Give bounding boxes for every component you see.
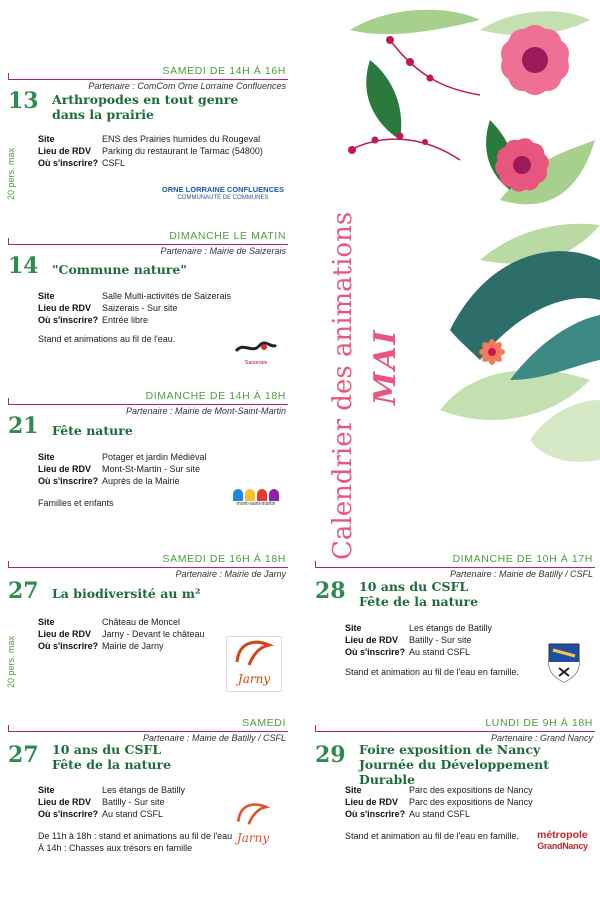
- logo-text: Jarny: [237, 672, 271, 686]
- rdv-value: Parc des expositions de Nancy: [409, 797, 533, 807]
- leaf-shape: [510, 315, 600, 380]
- event-day: 29: [315, 742, 346, 768]
- wave-icon: [234, 341, 278, 355]
- event-21-fete-nature: [8, 385, 288, 525]
- site-value: ENS des Prairies humides du Rougeval: [102, 134, 261, 144]
- event-partner: Partenaire : Mairie de Batilly / CSFL: [449, 569, 593, 579]
- event-day: 21: [8, 413, 39, 439]
- berry-dot: [372, 137, 379, 144]
- inscription-value: CSFL: [102, 158, 126, 168]
- divider-tick: [8, 73, 9, 80]
- event-header: [8, 712, 288, 732]
- divider-tick: [8, 725, 9, 732]
- event-header: [8, 60, 288, 80]
- jarny-logo: [228, 800, 278, 846]
- rdv-value: Parking du restaurant le Tarmac (54800): [102, 146, 263, 156]
- event-note: De 11h à 18h : stand et animations au fil de l'eau: [38, 831, 233, 841]
- event-partner: Partenaire : Mairie de Saizerais: [160, 246, 286, 256]
- orange-flower: [479, 339, 505, 365]
- event-header: [8, 225, 288, 245]
- rdv-label: Lieu de RDV: [38, 629, 92, 639]
- vertical-title: Calendrier des animations: [328, 211, 358, 560]
- site-label: Site: [38, 134, 55, 144]
- site-label: Site: [345, 623, 362, 633]
- divider: [8, 244, 288, 245]
- event-header: [8, 385, 288, 405]
- inscription-label: Où s'inscrire?: [38, 809, 99, 819]
- inscription-value: Au stand CSFL: [409, 809, 471, 819]
- mont-saint-martin-logo: [230, 489, 282, 507]
- event-title-line-2: Fête de la nature: [52, 757, 172, 772]
- jarny-logo: [226, 636, 282, 692]
- event-info: [38, 133, 263, 169]
- divider: [315, 567, 595, 568]
- divider-tick: [315, 725, 316, 732]
- inscription-label: Où s'inscrire?: [38, 158, 99, 168]
- inscription-label: Où s'inscrire?: [38, 315, 99, 325]
- inscription-label: Où s'inscrire?: [345, 809, 406, 819]
- event-when: DIMANCHE DE 10H À 17H: [452, 553, 593, 565]
- logo-block: [233, 489, 243, 501]
- event-title: 10 ans du CSFL: [52, 742, 162, 757]
- orne-lorraine-logo: [162, 185, 284, 203]
- event-info: [345, 622, 492, 658]
- event-note: Stand et animation au fil de l'eau en famille.: [345, 667, 519, 677]
- event-when: SAMEDI: [242, 717, 286, 729]
- event-13-arthropodes: [8, 60, 288, 210]
- rdv-label: Lieu de RDV: [345, 635, 399, 645]
- berry-dot: [427, 75, 434, 82]
- vertical-title-block: [328, 212, 358, 560]
- capacity-label: 20 pers. max: [6, 147, 16, 200]
- logo-block: [269, 489, 279, 501]
- rdv-value: Saizerais - Sur site: [102, 303, 178, 313]
- event-info: [38, 290, 231, 326]
- event-14-commune-nature: [8, 225, 288, 370]
- site-value: Potager et jardin Médiéval: [102, 452, 207, 462]
- event-28-csfl: [315, 548, 595, 698]
- metropole-grand-nancy-logo: [537, 830, 588, 852]
- event-29-foire-nancy: [315, 712, 595, 862]
- site-value: Salle Multi-activités de Saizerais: [102, 291, 232, 301]
- event-note: Stand et animations au fil de l'eau.: [38, 334, 176, 344]
- rdv-value: Batilly - Sur site: [102, 797, 165, 807]
- rdv-value: Jarny - Devant le château: [102, 629, 205, 639]
- berry-dot: [386, 36, 394, 44]
- event-info: [38, 616, 205, 652]
- event-partner: Partenaire : Mairie de Batilly / CSFL: [142, 733, 286, 743]
- jarny-brush-icon: [229, 637, 279, 667]
- berry-dot: [406, 58, 414, 66]
- inscription-value: Mairie de Jarny: [102, 641, 164, 651]
- stem-line: [350, 139, 460, 160]
- event-partner: Partenaire : Mairie de Mont-Saint-Martin: [125, 406, 286, 416]
- leaf-shape: [350, 10, 480, 34]
- inscription-value: Auprès de la Mairie: [102, 476, 180, 486]
- logo-subtext: GrandNancy: [537, 841, 588, 851]
- divider: [8, 79, 288, 80]
- site-value: Les étangs de Batilly: [409, 623, 493, 633]
- event-info: [38, 784, 185, 820]
- divider: [8, 404, 288, 405]
- site-value: Parc des expositions de Nancy: [409, 785, 533, 795]
- divider-tick: [8, 561, 9, 568]
- event-title-line-2: dans la prairie: [52, 107, 154, 122]
- inscription-value: Au stand CSFL: [102, 809, 164, 819]
- event-when: LUNDI DE 9H À 18H: [485, 717, 593, 729]
- rdv-label: Lieu de RDV: [38, 303, 92, 313]
- event-when: DIMANCHE LE MATIN: [169, 230, 286, 242]
- jarny-brush-icon: [229, 800, 277, 826]
- batilly-coat-of-arms-icon: [547, 642, 581, 684]
- event-info: [38, 451, 207, 487]
- site-label: Site: [38, 452, 55, 462]
- event-info: [345, 784, 533, 820]
- event-note-line-2: À 14h : Chasses aux trésors en famille: [38, 843, 193, 853]
- leaf-shape: [366, 60, 401, 140]
- event-header: [315, 548, 595, 568]
- event-header: [8, 548, 288, 568]
- rdv-value: Batilly - Sur site: [409, 635, 472, 645]
- logo-subtext: COMMUNAUTÉ DE COMMUNES: [177, 195, 269, 201]
- event-day: 27: [8, 742, 39, 768]
- divider-tick: [8, 398, 9, 405]
- event-header: [315, 712, 595, 732]
- stem-line: [390, 40, 480, 95]
- event-title: Foire exposition de Nancy: [359, 742, 541, 757]
- event-title: Fête nature: [52, 423, 133, 438]
- divider-tick: [8, 238, 9, 245]
- logo-text: Saizerais: [244, 360, 268, 366]
- site-value: Les étangs de Batilly: [102, 785, 186, 795]
- event-27-csfl: [8, 712, 288, 862]
- logo-text: métropole: [537, 829, 588, 841]
- event-title-line-2: Journée du Développement Durable: [359, 757, 550, 787]
- inscription-value: Entrée libre: [102, 315, 149, 325]
- event-title: La biodiversité au m²: [52, 586, 201, 601]
- event-day: 27: [8, 578, 39, 604]
- logo-text: ORNE LORRAINE CONFLUENCES: [161, 185, 284, 194]
- event-day: 13: [8, 88, 39, 114]
- vertical-month-block: [368, 328, 403, 405]
- rdv-label: Lieu de RDV: [345, 797, 399, 807]
- site-label: Site: [38, 291, 55, 301]
- berry-dot: [348, 146, 356, 154]
- logo-text: mont-saint-martin: [236, 501, 276, 507]
- rdv-label: Lieu de RDV: [38, 146, 92, 156]
- berry-dot: [397, 133, 404, 140]
- divider: [315, 731, 595, 732]
- site-label: Site: [38, 617, 55, 627]
- event-day: 28: [315, 578, 346, 604]
- event-title: Arthropodes en tout genre: [52, 92, 239, 107]
- logo-block: [245, 489, 255, 501]
- inscription-label: Où s'inscrire?: [345, 647, 406, 657]
- event-when: DIMANCHE DE 14H À 18H: [145, 390, 286, 402]
- rdv-value: Mont-St-Martin - Sur site: [102, 464, 201, 474]
- divider-tick: [315, 561, 316, 568]
- site-value: Château de Moncel: [102, 617, 181, 627]
- inscription-value: Au stand CSFL: [409, 647, 471, 657]
- site-label: Site: [38, 785, 55, 795]
- divider: [8, 731, 288, 732]
- event-title: "Commune nature": [52, 262, 187, 277]
- event-title: 10 ans du CSFL: [359, 579, 469, 594]
- vertical-month: MAI: [368, 328, 403, 405]
- inscription-label: Où s'inscrire?: [38, 476, 99, 486]
- event-27-biodiversite: [8, 548, 288, 698]
- event-when: SAMEDI DE 16H À 18H: [162, 553, 286, 565]
- logo-text: Jarny: [236, 831, 270, 845]
- berry-dot: [422, 139, 428, 145]
- event-when: SAMEDI DE 14H À 16H: [162, 65, 286, 77]
- event-note: Stand et animation au fil de l'eau en famille.: [345, 831, 519, 841]
- event-partner: Partenaire : Grand Nancy: [490, 733, 593, 743]
- inscription-label: Où s'inscrire?: [38, 641, 99, 651]
- rdv-label: Lieu de RDV: [38, 464, 92, 474]
- event-note: Familles et enfants: [38, 498, 114, 508]
- saizerais-logo: [234, 341, 278, 366]
- event-title-line-2: Fête de la nature: [359, 594, 479, 609]
- logo-block: [257, 489, 267, 501]
- event-partner: Partenaire : ComCom Orne Lorraine Confluences: [88, 81, 286, 91]
- event-day: 14: [8, 253, 39, 279]
- event-partner: Partenaire : Mairie de Jarny: [175, 569, 286, 579]
- divider: [8, 567, 288, 568]
- rdv-label: Lieu de RDV: [38, 797, 92, 807]
- capacity-label: 20 pers. max: [6, 635, 16, 688]
- site-label: Site: [345, 785, 362, 795]
